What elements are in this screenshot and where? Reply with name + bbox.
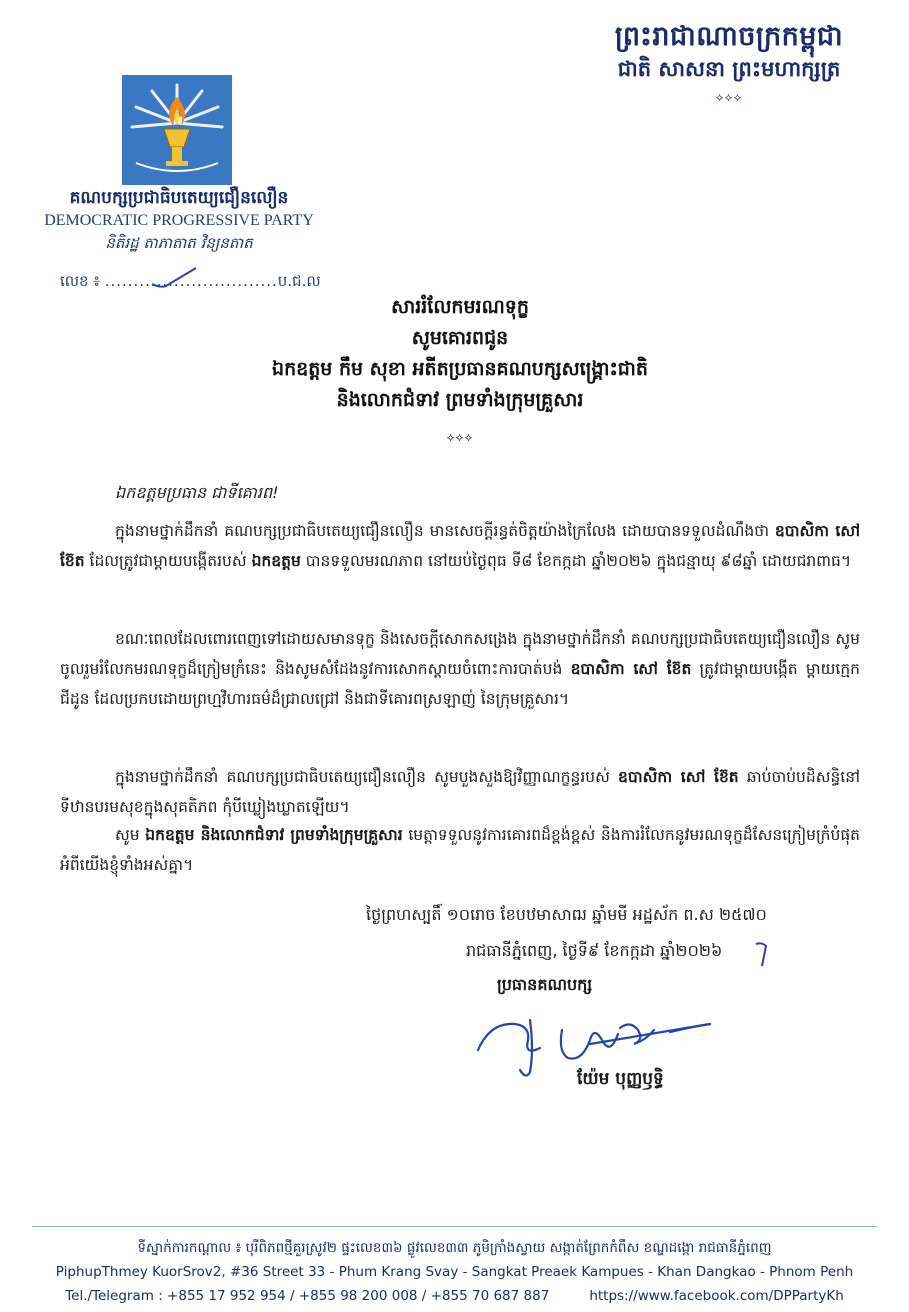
footer [32,1236,877,1308]
paragraph-1 [60,516,860,576]
footer-facebook-link[interactable]: https://www.facebook.com/DPPartyKh [589,1288,844,1304]
p1-text-c: បានទទួលមរណភាព នៅយប់ថ្ងៃពុធ ទី៨ ខែកក្កដា ឆ្នាំ២០២៦ ក្នុងជន្មាយុ ៩៨ឆ្នាំ ដោយជរាពាធ។ [300,552,852,570]
signer-title: ប្រធានគណបក្ស [497,975,593,994]
reference-suffix: ប.ជ.ល [277,272,321,290]
party-tagline: និតិរដ្ឋ តាភាតាត វិន្យនតាត [105,234,253,252]
p4-text-a: សូម [115,826,146,844]
p3-text-b: ឆាប់ចាប់បដិសន្ធិនៅទីឋានបរមសុខក្នុងសុគតិភព កុំបីឃ្លៀងឃ្លាតឡើយ។ [60,768,860,816]
p1-deceased-name: ឧបាសិកា សៅ ខ៊ែត [60,522,861,570]
p3-deceased-name: ឧបាសិកា សៅ ខ៊ែត [618,768,739,786]
party-logo [122,75,232,185]
solar-date: រាជធានីភ្នំពេញ, ថ្ងៃទី៩ ខែកក្កដា ឆ្នាំ២០២៦ [466,941,723,960]
footer-address-khmer: ទីស្នាក់ការកណ្តាល ៖ បុរីពិភពថ្មីគួរស្រូវ២ ផ្ទះលេខ៣៦ ផ្លូវលេខ៣៣ ភូមិក្រាំងស្វាយ សង្កាត់ព្រែកកំពឹស ខណ្ឌដង្កោ រាជធានីភ្នំពេញ [137,1240,772,1256]
kingdom-motto-line2: ជាតិ សាសនា ព្រះមហាក្សត្រ [617,57,841,81]
paragraph-4 [60,820,860,880]
letter-title [100,292,820,453]
p2-deceased-name: ឧបាសិកា សៅ ខ៊ែត [570,660,692,678]
p1-honorific: ឯកឧត្តម [251,552,301,570]
signer-name: យ៉ែម បុញ្ញឫទ្ធិ [577,1069,664,1089]
title-line1: សាររំលែកមរណទុក្ខ [391,296,529,318]
title-line4: និងលោកជំទាវ ព្រមទាំងក្រុមគ្រួសារ [336,389,584,411]
title-ornament: ⟡⟡⟡ [446,430,474,444]
p2-text-b: ត្រូវជាម្តាយបង្កើត ម្តាយក្មេក ជីដូន ដែលប្រកបដោយព្រហ្មវិហារធម៌ដ៏ជ្រាលជ្រៅ និងជាទីគោរពស្រឡាញ់ នៃក្រុមគ្រួសារ។ [60,660,861,708]
p3-text-a: ក្នុងនាមថ្នាក់ដឹកនាំ គណបក្សប្រជាធិបតេយ្យជឿនលឿន សូមបួងសួងឱ្យវិញ្ញាណក្ខន្ធរបស់ [115,768,619,786]
title-line3: ឯកឧត្តម កឹម សុខា អតីតប្រធានគណបក្សសង្គ្រោះជាតិ [272,358,648,380]
paragraph-3 [60,762,860,822]
title-line2: សូមគោរពជូន [411,327,509,349]
party-name-english: DEMOCRATIC PROGRESSIVE PARTY [44,212,314,229]
party-name-khmer: គណបក្សប្រជាធិបតេយ្យជឿនលឿន [69,188,289,208]
kingdom-motto-line1: ព្រះរាជាណាចក្រកម្ពុជា [614,21,844,52]
date-check-icon [752,938,782,968]
p2-text-a: ខណៈពេលដែលពោរពេញទៅដោយសមានទុក្ខ និងសេចក្តីសោកសង្រេង ក្នុងនាមថ្នាក់ដឹកនាំ គណបក្សប្រជាធិបតេយ្យជឿនលឿន សូមចូលរួមរំលែកមរណទុក្ខដ៏ក្រៀមក្រំនេះ និងសូមសំដែងនូវការសោកស្តាយចំពោះការបាត់បង់ [60,630,860,678]
footer-phones: Tel./Telegram : +855 17 952 954 / +855 98 200 008 / +855 70 687 887 [65,1288,550,1304]
kingdom-header [579,20,879,105]
torch-icon [122,75,232,185]
p4-addressees: ឯកឧត្តម និងលោកជំទាវ ព្រមទាំងក្រុមគ្រួសារ [145,826,403,844]
header-ornament: ⟡⟡⟡ [715,90,743,104]
paragraph-2 [60,624,860,714]
lunar-date: ថ្ងៃព្រហស្បតិ៍ ១០រោច ខែបឋមាសាឍ ឆ្នាំមមី អដ្ឋស័ក ព.ស ២៥៧០ [366,905,767,924]
footer-address-english: PiphupThmey KuorSrov2, #36 Street 33 - Phum Krang Svay - Sangkat Preaek Kampues - Khan Dangkao - Phnom Penh [55,1264,854,1280]
party-name-block [20,186,338,254]
p1-text-a: ក្នុងនាមថ្នាក់ដឹកនាំ គណបក្សប្រជាធិបតេយ្យជឿនលឿន មានសេចក្តីរន្ធត់ចិត្តយ៉ាងក្រៃលែង ដោយបានទទួលដំណឹងថា [115,522,775,540]
reference-dots: .............................. [104,272,278,290]
p4-text-b: មេត្តាទទួលនូវការគោរពដ៏ខ្ពង់ខ្ពស់ និងការរំលែកនូវមរណទុក្ខដ៏សែនក្រៀមក្រំបំផុត អំពីយើងខ្ញុំទាំងអស់គ្នា។ [60,826,860,874]
reference-label: លេខ ៖ [60,272,100,290]
checkmark-icon [150,266,200,292]
p1-text-b: ដែលត្រូវជាម្តាយបង្កើតរបស់ [84,552,252,570]
footer-contacts [32,1284,877,1308]
footer-divider [32,1226,877,1227]
greeting: ឯកឧត្តមប្រធាន ជាទីគោរព! [115,483,279,502]
